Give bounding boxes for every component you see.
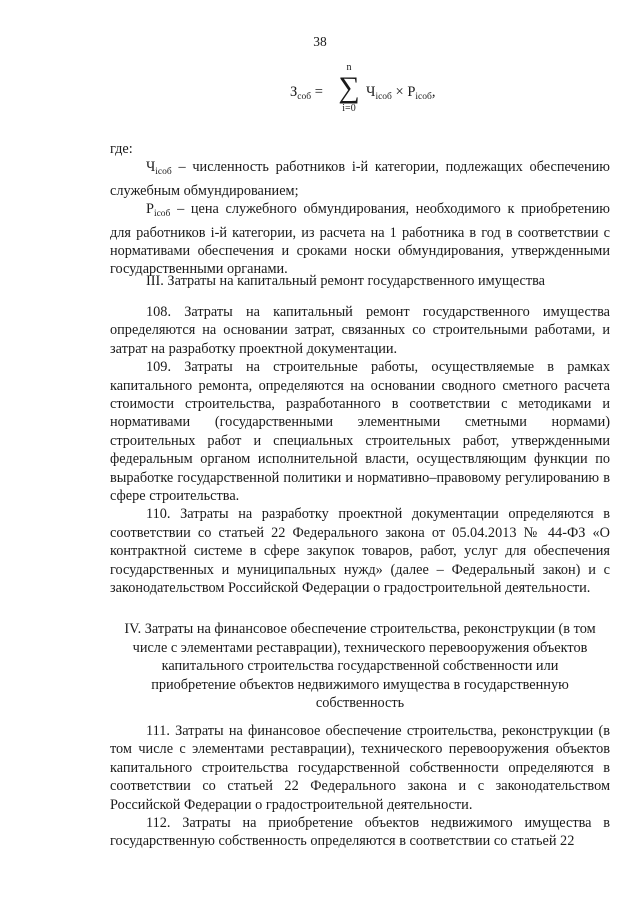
formula-rhs [366,84,435,102]
section-4-heading-line: числе с элементами реставрации), технического перевооружения объектов [132,639,588,656]
where-label: где: [110,141,133,157]
sum-symbol: ∑ [338,71,360,104]
paragraph-108: 108. Затраты на капитальный ремонт государственного имущества определяются на основании затрат, связанных со строительными работами, и затрат на разработку проектной документации. [110,304,610,357]
paragraph-109: 109. Затраты на строительные работы, осуществляемые в рамках капитального ремонта, определяются на основании сводного сметного расчета стоимости строительства, разработанного в соответствии с методиками и нормативами (государственными элементными сметными нормами) строительных работ и специальных строительных работ, утвержденными федеральным органом исполнительной власти, осуществляющим функции по выработке государственной политики и нормативно–правовому регулированию в сфере строительства. [110,359,610,505]
formula-lhs [290,84,323,102]
formula-term2-subscript: icоб [415,92,432,102]
paragraph-111: 111. Затраты на финансовое обеспечение строительства, реконструкции (в том числе с элементами реставрации), технического перевооружения объектов капитального строительства государственной собственности определяются в соответствии со статьей 22 Федерального закона и с законодательством Российской Федерации о градостроительной деятельности. [110,723,610,813]
paragraph-112: 112. Затраты на приобретение объектов недвижимого имущества в государственную собственность определяются в соответствии со статьей 22 [110,815,610,850]
def1-symbol: Ч [146,159,156,176]
section-3-heading: III. Затраты на капитальный ремонт государственного имущества [146,273,546,289]
def2-subscript: icоб [153,209,171,220]
section-3-body [110,303,610,598]
definition-2 [110,200,610,279]
formula-lhs-symbol: З [290,84,298,100]
def2-symbol: P [146,201,154,218]
sum-lower-limit: i=0 [342,103,356,114]
section-4-heading-line: собственность [315,695,405,712]
section-4-heading-line: IV. Затраты на финансовое обеспечение строительства, реконструкции (в том [124,621,596,637]
definitions-block [110,140,610,279]
def1-subscript: icоб [155,167,172,178]
sum-upper-limit: n [346,62,352,73]
cost-formula [290,62,470,128]
formula-term1-subscript: icоб [375,92,392,102]
formula-term1: Ч [366,84,376,100]
section-4-body [110,722,610,851]
def2-text: – цена служебного обмундирования, необходимого к приобретению для работников i-й категории, из расчета на 1 работника в год в соответствии с нормативами обеспечения и сроками носки обмундирования, утвержденными государственными органами. [110,201,610,278]
formula-tail: , [431,84,436,100]
section-4-heading [110,620,610,713]
paragraph-110: 110. Затраты на разработку проектной документации определяются в соответствии со статьей 22 Федерального закона от 05.04.2013 № 44-ФЗ «О контрактной системе в сфере закупок товаров, работ, услуг для обеспечения государственных и муниципальных нужд» (далее – Федеральный закон) и с законодательством Российской Федерации о градостроительной деятельности. [110,506,610,597]
formula-sum [336,62,362,114]
page-number: 38 [313,34,327,49]
def1-text: – численность работников i-й категории, подлежащих обеспечению служебным обмундированием; [110,159,610,199]
formula-times: × [391,84,408,100]
formula-lhs-subscript: соб [297,92,312,102]
section-4-heading-line: капитального строительства государственной собственности или [161,658,559,675]
definition-1 [110,158,610,200]
formula-equals: = [311,84,323,100]
formula-term2: P [407,84,416,100]
section-4-heading-line: приобретение объектов недвижимого имущества в государственную [151,676,569,693]
